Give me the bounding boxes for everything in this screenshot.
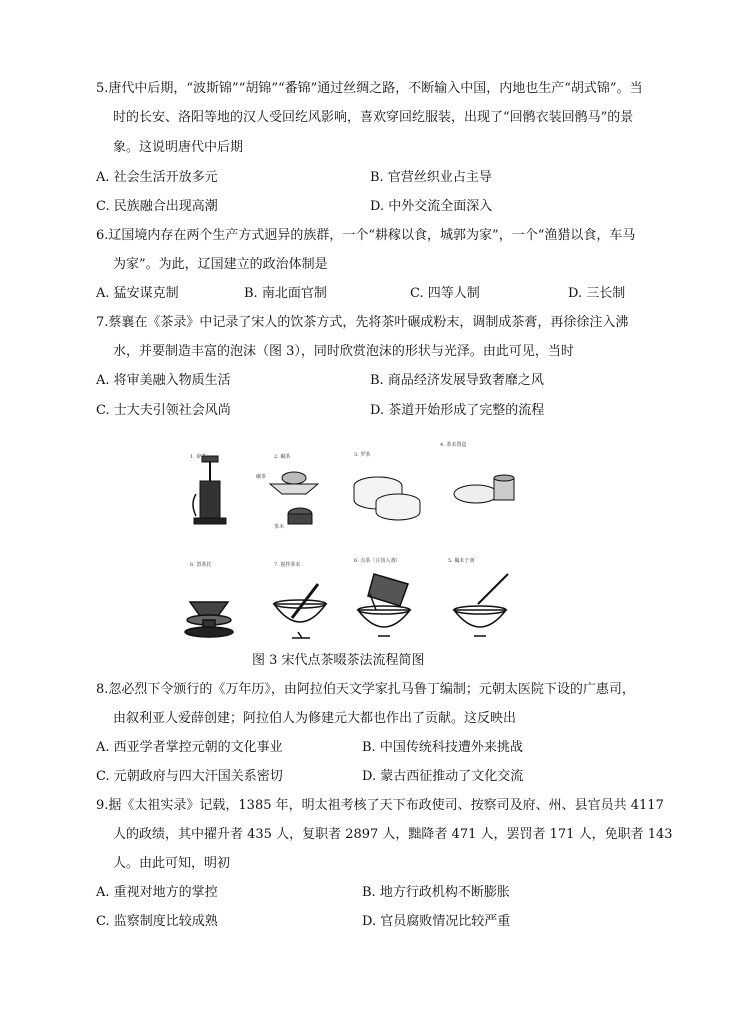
q5-option-c: C. 民族融合出现高潮	[96, 199, 218, 214]
q7-line-2: 水，并要制造丰富的泡沫（图 3），同时欣赏泡沫的形状与光泽。由此可见，当时	[113, 344, 574, 359]
step-label-8: 8. 置茶托	[190, 562, 212, 568]
q8-line-2: 由叙利亚人爱薛创建；阿拉伯人为修建元大都也作出了贡献。这反映出	[113, 711, 517, 726]
q6-option-c: C. 四等人制	[410, 286, 480, 301]
step-label-5: 5. 撮末于盏	[448, 558, 475, 564]
step8-tea-stand-illustration	[185, 602, 233, 637]
step-label-7: 7. 搅拌茶末	[274, 562, 301, 568]
q7-option-a: A. 将审美融入物质生活	[96, 373, 231, 388]
q9-option-c: C. 监察制度比较成熟	[96, 914, 218, 929]
step4-container-illustration	[454, 475, 514, 503]
step-label-3: 3. 罗茶	[354, 452, 371, 458]
step-label-4: 4. 茶末置盒	[440, 442, 467, 448]
q9-option-b: B. 地方行政机构不断膨胀	[362, 885, 510, 900]
step-label-2: 2. 碾茶	[274, 454, 291, 460]
q5-line-3: 象。这说明唐代中后期	[113, 140, 244, 155]
tea-process-illustration	[178, 434, 534, 652]
step-label-1: 1. 碎茶	[190, 454, 207, 460]
q5-line-2: 时的长安、洛阳等地的汉人受回纥风影响，喜欢穿回纥服装，出现了“回鹘衣装回鹘马”的景	[113, 110, 634, 125]
q5-option-a: A. 社会生活开放多元	[96, 170, 218, 185]
step6-pouring-illustration	[358, 574, 410, 636]
q8-option-c: C. 元朝政府与四大汗国关系密切	[96, 769, 283, 784]
q6-line-1: 6.辽国境内存在两个生产方式迥异的族群，一个“耕稼以食，城郭为家”，一个“渔猎以食，车马	[96, 228, 636, 243]
q5-line-1: 5.唐代中后期，“波斯锦”“胡锦”“番锦”通过丝绸之路，不断输入中国，内地也生产“胡式锦”。当	[96, 81, 643, 96]
q8-option-b: B. 中国传统科技遭外来挑战	[362, 740, 523, 755]
q7-line-1: 7.蔡襄在《茶录》中记录了宋人的饮茶方式，先将茶叶碾成粉末，调制成茶膏，再徐徐注入沸	[96, 315, 629, 330]
sublabel-powder: 茶末	[274, 524, 285, 530]
q8-option-a: A. 西亚学者掌控元朝的文化事业	[96, 740, 283, 755]
figure-caption: 图 3 宋代点茶啜茶法流程简图	[252, 653, 425, 668]
q9-option-d: D. 官员腐败情况比较严重	[362, 914, 511, 929]
q9-line-2: 人的政绩，其中擢升者 435 人，复职者 2897 人，黜降者 471 人，罢罚者 171 人，免职者 143	[113, 827, 673, 842]
q6-line-2: 为家”。为此，辽国建立的政治体制是	[113, 257, 328, 272]
q7-option-d: D. 茶道开始形成了完整的流程	[370, 403, 545, 418]
q5-option-b: B. 官营丝织业占主导	[370, 170, 492, 185]
step-label-6: 6. 点茶（注汤入盏）	[354, 558, 401, 564]
q6-option-d: D. 三长制	[568, 286, 626, 301]
q6-option-a: A. 猛安谋克制	[96, 286, 179, 301]
q8-option-d: D. 蒙古西征推动了文化交流	[362, 769, 524, 784]
tea-process-figure	[178, 434, 534, 652]
q8-line-1: 8.忽必烈下令颁行的《万年历》，由阿拉伯天文学家扎马鲁丁编制；元朝太医院下设的广惠司，	[96, 682, 635, 697]
step5-spooning-illustration	[454, 574, 508, 636]
q9-option-a: A. 重视对地方的掌控	[96, 885, 218, 900]
q5-option-d: D. 中外交流全面深入	[370, 199, 493, 214]
q7-option-c: C. 士大夫引领社会风尚	[96, 403, 231, 418]
step7-stirring-illustration	[274, 584, 326, 638]
sublabel-grinder: 碾茶	[256, 474, 267, 480]
step2-grinder-illustration	[270, 472, 318, 524]
step1-crusher-illustration	[193, 456, 226, 524]
q9-line-1: 9.据《太祖实录》记载，1385 年，明太祖考核了天下布政使司、按察司及府、州、县官员共 4117	[96, 798, 664, 813]
q6-option-b: B. 南北面官制	[244, 286, 327, 301]
q9-line-3: 人。由此可知，明初	[113, 856, 231, 871]
q7-option-b: B. 商品经济发展导致奢靡之风	[370, 373, 544, 388]
step3-sieve-illustration	[354, 477, 420, 520]
